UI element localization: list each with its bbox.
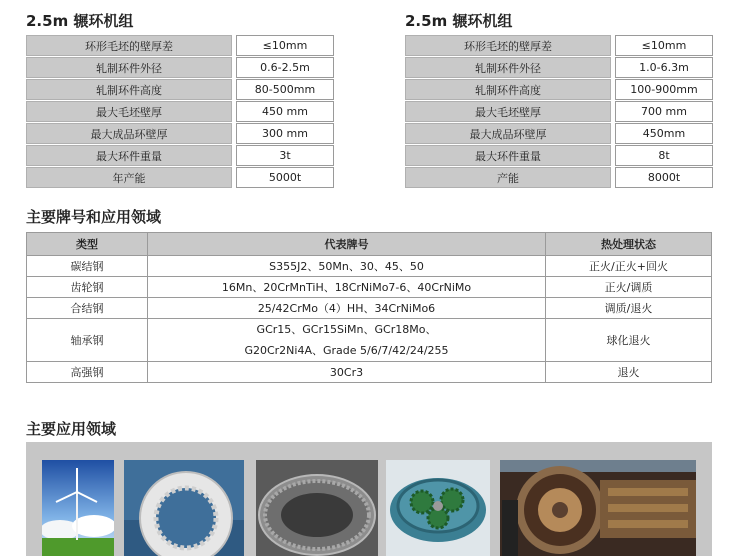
- cell-treatment: 正火/正火+回火: [546, 256, 712, 277]
- spec-table: [405, 34, 713, 189]
- spec-value: ≤10mm: [236, 35, 334, 56]
- header-treatment: 热处理状态: [546, 233, 712, 256]
- applications-gallery: [26, 442, 712, 556]
- grades-section-title: 主要牌号和应用领域: [26, 208, 162, 226]
- spec-row: [26, 57, 334, 78]
- slewing-bearing-photo: [256, 460, 378, 556]
- cell-treatment: 正火/调质: [546, 277, 712, 298]
- cell-treatment: 调质/退火: [546, 298, 712, 319]
- spec-value: 450mm: [615, 123, 713, 144]
- spec-label: 最大毛坯壁厚: [405, 101, 611, 122]
- table-row: [27, 319, 712, 362]
- cell-treatment: 球化退火: [546, 319, 712, 362]
- spec-row: [26, 101, 334, 122]
- cell-grade: S355J2、50Mn、30、45、50: [148, 256, 546, 277]
- cell-type: 合结钢: [27, 298, 148, 319]
- planetary-gears-photo: [386, 460, 490, 556]
- spec-label: 环形毛坯的壁厚差: [405, 35, 611, 56]
- spec-row: [405, 123, 713, 144]
- spec-label: 最大环件重量: [405, 145, 611, 166]
- spec-value: 1.0-6.3m: [615, 57, 713, 78]
- spec-value: 300 mm: [236, 123, 334, 144]
- spec-value: 450 mm: [236, 101, 334, 122]
- cell-type: 轴承钢: [27, 319, 148, 362]
- cell-grade: [148, 319, 546, 362]
- grades-header-row: [27, 233, 712, 256]
- spec-value: 100-900mm: [615, 79, 713, 100]
- spec-row: [405, 57, 713, 78]
- cell-grade: 30Cr3: [148, 362, 546, 383]
- spec-value: 8t: [615, 145, 713, 166]
- spec-label: 轧制环件高度: [405, 79, 611, 100]
- cell-type: 齿轮钢: [27, 277, 148, 298]
- grades-table: [26, 232, 712, 383]
- spec-row: [26, 167, 334, 188]
- spec-label: 最大成品环壁厚: [26, 123, 232, 144]
- spec-row: [405, 79, 713, 100]
- spec-value: 0.6-2.5m: [236, 57, 334, 78]
- spec-row: [26, 123, 334, 144]
- spec-label: 最大环件重量: [26, 145, 232, 166]
- spec-block-right: [405, 10, 713, 189]
- spec-value: ≤10mm: [615, 35, 713, 56]
- cell-grade: 16Mn、20CrMnTiH、18CrNiMo7-6、40CrNiMo: [148, 277, 546, 298]
- table-row: [27, 277, 712, 298]
- spec-table: [26, 34, 334, 189]
- spec-row: [405, 167, 713, 188]
- wind-turbine-photo: [42, 460, 114, 556]
- spec-value: 3t: [236, 145, 334, 166]
- cell-treatment: 退火: [546, 362, 712, 383]
- spec-title: 2.5m 辗环机组: [26, 12, 134, 30]
- spec-label: 轧制环件外径: [405, 57, 611, 78]
- spec-value: 8000t: [615, 167, 713, 188]
- spec-row: [26, 79, 334, 100]
- spec-label: 最大毛坯壁厚: [26, 101, 232, 122]
- spec-label: 年产能: [26, 167, 232, 188]
- internal-gear-ring-photo: [124, 460, 244, 556]
- table-row: [27, 298, 712, 319]
- spec-label: 最大成品环壁厚: [405, 123, 611, 144]
- spec-label: 产能: [405, 167, 611, 188]
- table-row: [27, 256, 712, 277]
- header-type: 类型: [27, 233, 148, 256]
- spec-value: 5000t: [236, 167, 334, 188]
- spec-value: 80-500mm: [236, 79, 334, 100]
- cell-type: 高强钢: [27, 362, 148, 383]
- header-grade: 代表牌号: [148, 233, 546, 256]
- grade-line: G20Cr2Ni4A、Grade 5/6/7/42/24/255: [244, 344, 449, 357]
- spec-title: 2.5m 辗环机组: [405, 12, 513, 30]
- spec-block-left: [26, 10, 334, 189]
- large-engine-photo: [500, 460, 696, 556]
- cell-type: 碳结钢: [27, 256, 148, 277]
- spec-row: [405, 35, 713, 56]
- table-row: [27, 362, 712, 383]
- spec-row: [26, 35, 334, 56]
- grade-line: GCr15、GCr15SiMn、GCr18Mo、: [256, 323, 437, 336]
- spec-row: [405, 145, 713, 166]
- cell-grade: 25/42CrMo（4）HH、34CrNiMo6: [148, 298, 546, 319]
- spec-value: 700 mm: [615, 101, 713, 122]
- spec-row: [26, 145, 334, 166]
- spec-row: [405, 101, 713, 122]
- spec-label: 轧制环件高度: [26, 79, 232, 100]
- applications-section-title: 主要应用领域: [26, 420, 117, 438]
- spec-label: 环形毛坯的壁厚差: [26, 35, 232, 56]
- spec-label: 轧制环件外径: [26, 57, 232, 78]
